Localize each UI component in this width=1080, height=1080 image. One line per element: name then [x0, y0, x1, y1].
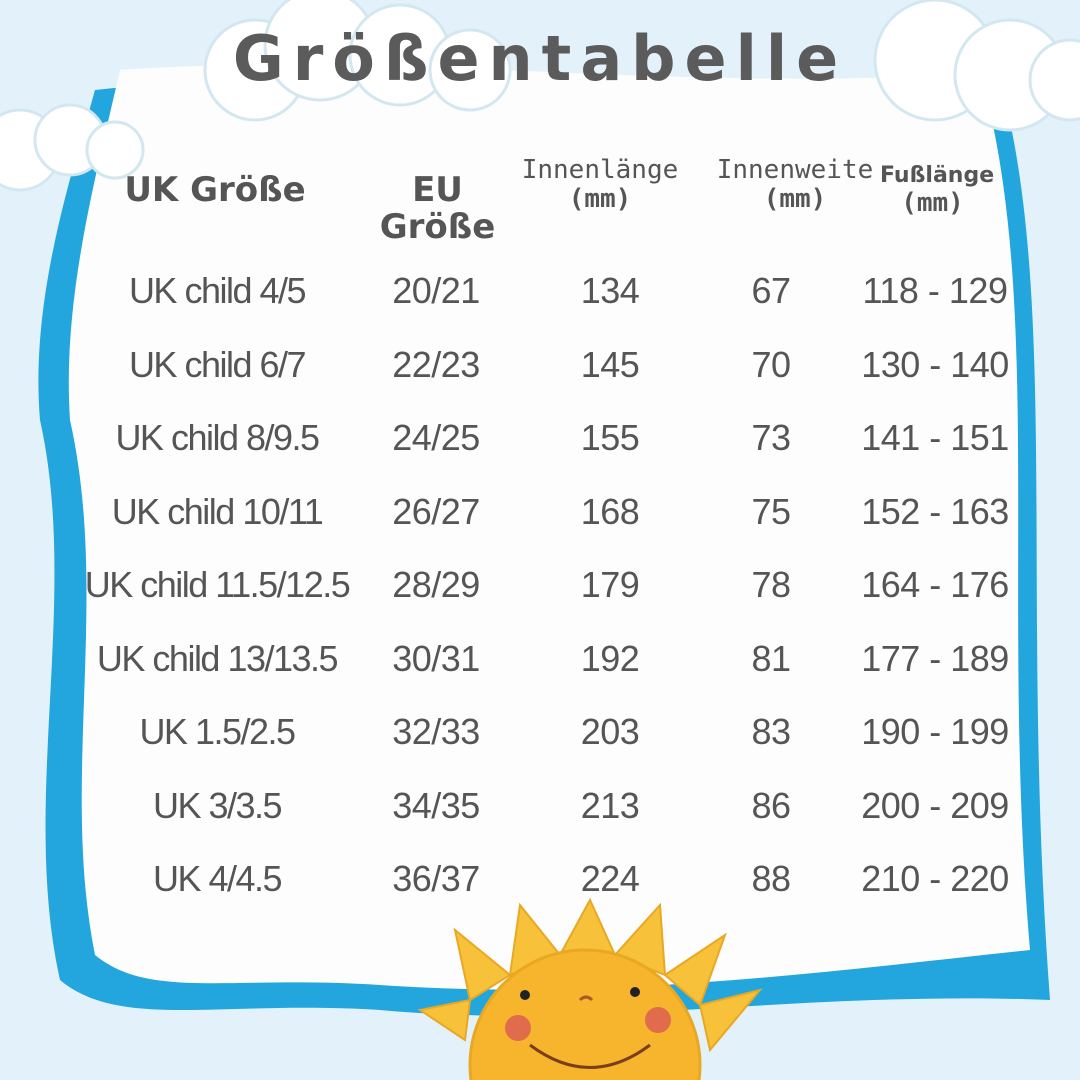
page-title: Größentabelle [232, 22, 848, 95]
cell-foot-length: 164 - 176 [861, 564, 1009, 605]
cell-inner-length: 134 [580, 270, 640, 311]
header-eu-size: EU Größe [379, 170, 496, 248]
cell-foot-length: 118 - 129 [862, 270, 1008, 311]
cell-uk-size: UK child 13/13.5 [96, 637, 338, 679]
cell-foot-length: 210 - 220 [861, 858, 1009, 899]
cell-foot-length: 190 - 199 [861, 711, 1009, 752]
cell-eu-size: 24/25 [392, 417, 480, 458]
cell-inner-width: 88 [751, 858, 791, 899]
header-uk-size: UK Größe [124, 170, 306, 210]
cell-eu-size: 22/23 [392, 343, 480, 385]
cell-foot-length: 141 - 151 [861, 417, 1009, 458]
cell-inner-length: 145 [580, 343, 640, 385]
cell-eu-size: 20/21 [392, 270, 480, 311]
cell-inner-width: 73 [751, 417, 791, 458]
cell-inner-length: 192 [580, 637, 640, 679]
header-inner-width-unit: (mm) [763, 183, 827, 214]
cell-uk-size: UK child 4/5 [128, 270, 306, 311]
cell-uk-size: UK child 8/9.5 [115, 417, 319, 458]
cell-uk-size: UK child 11.5/12.5 [84, 564, 350, 605]
cell-eu-size: 36/37 [392, 858, 480, 899]
cell-foot-length: 130 - 140 [861, 343, 1009, 385]
header-inner-width [705, 156, 885, 213]
cell-inner-length: 213 [580, 784, 640, 826]
cell-inner-width: 75 [751, 490, 791, 532]
header-inner-length-unit: (mm) [568, 183, 632, 214]
header-foot-length [880, 160, 995, 218]
cell-eu-size: 28/29 [392, 564, 480, 605]
header-inner-length [510, 156, 690, 213]
cell-uk-size: UK child 10/11 [111, 490, 323, 532]
cell-inner-width: 83 [751, 711, 791, 752]
cell-uk-size: UK 1.5/2.5 [139, 711, 295, 752]
cell-uk-size: UK 4/4.5 [152, 858, 282, 899]
header-foot-length-unit: (mm) [901, 187, 964, 218]
cell-inner-width: 67 [751, 270, 791, 311]
cell-eu-size: 26/27 [392, 490, 480, 532]
header-inner-length-label: Innenlänge [521, 155, 679, 185]
cell-inner-length: 203 [580, 711, 640, 752]
cell-inner-width: 78 [751, 564, 791, 605]
cell-eu-size: 30/31 [392, 637, 480, 679]
cell-foot-length: 177 - 189 [861, 637, 1009, 679]
cell-inner-length: 168 [580, 490, 640, 532]
cell-eu-size: 34/35 [392, 784, 480, 826]
cell-inner-length: 155 [580, 417, 640, 458]
cell-inner-width: 81 [751, 637, 791, 679]
cell-inner-width: 70 [751, 343, 791, 385]
header-foot-length-label: Fußlänge [880, 163, 995, 188]
cell-uk-size: UK 3/3.5 [152, 784, 282, 826]
cell-uk-size: UK child 6/7 [128, 343, 306, 385]
cell-foot-length: 200 - 209 [861, 784, 1009, 826]
cell-eu-size: 32/33 [392, 711, 480, 752]
cell-inner-length: 179 [580, 564, 640, 605]
cell-foot-length: 152 - 163 [861, 490, 1009, 532]
cell-inner-width: 86 [751, 784, 791, 826]
header-inner-width-label: Innenweite [716, 155, 874, 185]
cell-inner-length: 224 [580, 858, 640, 899]
